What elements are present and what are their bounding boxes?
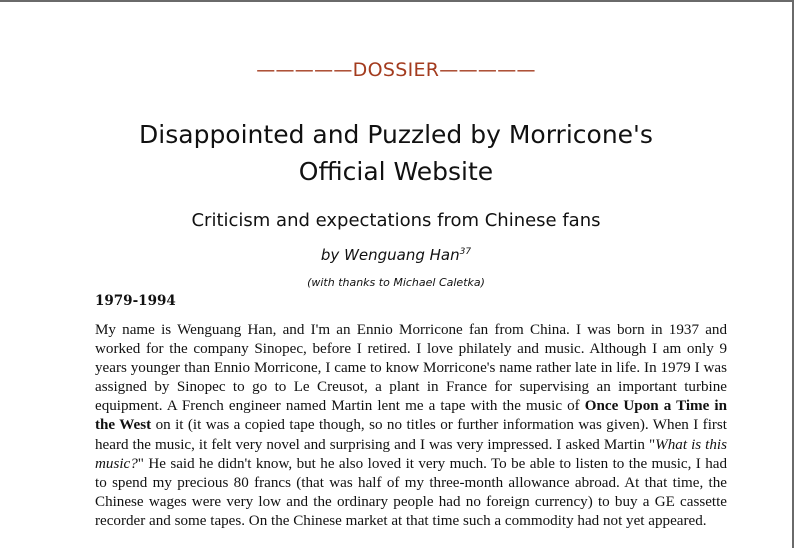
paragraph-part-1: My name is Wenguang Han, and I'm an Ennio Morricone fan from China. I was born in 1937 and worked for the company Sinopec, before I retired. I love philately and music. Although I am only 9 years younger than Ennio Morricone, I came to know Morricone's name rather late in life. In 1979 I was assigned by Sinopec to go to Le Creusot, a plant in France for supervising an important turbine equipment. A French engineer named Martin lent me a tape with the music of — [95, 322, 727, 415]
article-title-line-2: Official Website — [298, 157, 494, 186]
film-title: Once Upon a Time in the West — [95, 398, 727, 434]
author-name: by Wenguang Han — [320, 246, 460, 264]
article-title — [0, 116, 792, 190]
article-title-line-1: Disappointed and Puzzled by Morricone's — [139, 120, 653, 149]
section-heading: 1979-1994 — [95, 293, 176, 309]
quoted-question: What is this music? — [95, 436, 727, 472]
author-byline — [0, 246, 792, 264]
footnote-ref: 37 — [459, 247, 472, 257]
section-tag: —————DOSSIER————— — [256, 59, 536, 81]
paragraph — [95, 321, 727, 531]
body-text — [95, 321, 727, 531]
paragraph-part-3: " He said he didn't know, but he also loved it very much. To be able to listen to the music, I had to spend my precious 80 francs (that was half of my three-month allowance abroad. At that time, the Chinese wages were very low and the ordinary people had no foreign currency) to buy a GE cassette recorder and some tapes. On the Chinese market at that time such a commodity had not yet appeared. — [95, 455, 727, 529]
paragraph-part-2: on it (it was a copied tape though, so no titles or further information was given). When I first heard the music, it felt very novel and surprising and I was very impressed. I asked Martin " — [95, 417, 728, 453]
article-subtitle: Criticism and expectations from Chinese fans — [191, 210, 601, 231]
acknowledgement: (with thanks to Michael Caletka) — [307, 276, 485, 289]
